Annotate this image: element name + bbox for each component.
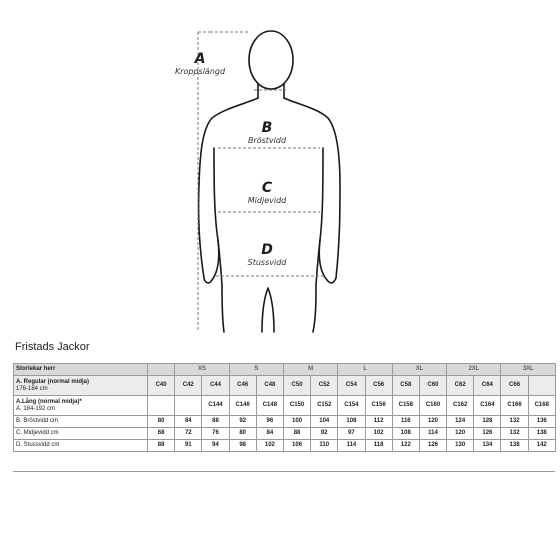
measure-letter-d: D xyxy=(261,242,273,258)
size-header-row xyxy=(14,364,556,376)
table-cell: 68 xyxy=(148,428,175,440)
table-cell: C62 xyxy=(447,376,474,396)
table-row-waist xyxy=(14,428,556,440)
table-cell: C158 xyxy=(392,396,419,416)
table-cell: 88 xyxy=(202,416,229,428)
row-label-long xyxy=(14,396,148,416)
table-cell: C60 xyxy=(419,376,446,396)
size-group-xs: XS xyxy=(175,364,229,376)
measure-letter-c: C xyxy=(261,180,273,196)
table-bottom-divider xyxy=(13,471,555,472)
table-cell: C152 xyxy=(311,396,338,416)
table-cell: 128 xyxy=(474,416,501,428)
size-group-m: M xyxy=(283,364,337,376)
row-label-regular-title: A. Regular (normal midja) xyxy=(16,378,90,385)
size-group-xl: XL xyxy=(392,364,446,376)
table-cell: 96 xyxy=(256,416,283,428)
table-cell: 97 xyxy=(338,428,365,440)
measure-label-c xyxy=(222,181,312,206)
table-cell: 92 xyxy=(311,428,338,440)
table-cell: C56 xyxy=(365,376,392,396)
table-cell: C66 xyxy=(501,376,528,396)
table-cell: 100 xyxy=(283,416,310,428)
table-cell: 130 xyxy=(447,440,474,452)
table-cell: 116 xyxy=(392,416,419,428)
table-cell: C166 xyxy=(501,396,528,416)
table-cell: 102 xyxy=(256,440,283,452)
table-cell: 80 xyxy=(229,428,256,440)
table-cell: C54 xyxy=(338,376,365,396)
measure-label-d xyxy=(222,243,312,268)
measure-name-b: Bröstvidd xyxy=(247,136,287,145)
table-cell: C164 xyxy=(474,396,501,416)
table-cell: 102 xyxy=(365,428,392,440)
row-label-long-title: A.Lång (normal midja)* xyxy=(16,398,82,405)
table-cell: C40 xyxy=(148,376,175,396)
table-cell: 88 xyxy=(283,428,310,440)
table-cell: 84 xyxy=(256,428,283,440)
table-cell: C162 xyxy=(447,396,474,416)
row-label-waist: C. Midjevidd cm xyxy=(14,428,148,440)
table-cell: 108 xyxy=(392,428,419,440)
row-label-hips: D. Stussvidd cm xyxy=(14,440,148,452)
table-cell: 112 xyxy=(365,416,392,428)
measure-name-c: Midjevidd xyxy=(247,196,287,205)
table-cell: 91 xyxy=(175,440,202,452)
table-cell xyxy=(528,376,555,396)
table-cell: 88 xyxy=(148,440,175,452)
table-row-long xyxy=(14,396,556,416)
table-cell: 124 xyxy=(447,416,474,428)
table-cell: C64 xyxy=(474,376,501,396)
size-group-2xl: 2XL xyxy=(447,364,501,376)
table-cell: 134 xyxy=(474,440,501,452)
table-cell: 132 xyxy=(501,416,528,428)
row-label-long-sub: A. 184-192 cm xyxy=(16,405,56,412)
table-cell: 126 xyxy=(474,428,501,440)
table-cell: 114 xyxy=(338,440,365,452)
table-cell: C52 xyxy=(311,376,338,396)
table-cell: C46 xyxy=(229,376,256,396)
table-cell: C58 xyxy=(392,376,419,396)
table-cell: C42 xyxy=(175,376,202,396)
table-cell: C146 xyxy=(229,396,256,416)
table-cell: 122 xyxy=(392,440,419,452)
size-group-blank xyxy=(148,364,175,376)
table-cell: C48 xyxy=(256,376,283,396)
table-cell: 120 xyxy=(447,428,474,440)
row-label-chest: B. Bröstvidd cm xyxy=(14,416,148,428)
table-cell: 106 xyxy=(283,440,310,452)
table-cell: C154 xyxy=(338,396,365,416)
table-cell: 138 xyxy=(501,440,528,452)
measure-letter-a: A xyxy=(194,51,206,67)
table-cell: C156 xyxy=(365,396,392,416)
page-title: Fristads Jackor xyxy=(15,341,90,353)
table-cell: 92 xyxy=(229,416,256,428)
table-cell: 84 xyxy=(175,416,202,428)
table-cell: 126 xyxy=(419,440,446,452)
table-header-label: Storlekar herr xyxy=(14,364,148,376)
table-cell: 98 xyxy=(229,440,256,452)
table-cell: C160 xyxy=(419,396,446,416)
table-cell: 76 xyxy=(202,428,229,440)
row-label-regular xyxy=(14,376,148,396)
table-cell: 94 xyxy=(202,440,229,452)
measure-label-b xyxy=(222,121,312,146)
measure-label-a xyxy=(155,52,245,77)
table-cell: 120 xyxy=(419,416,446,428)
table-cell xyxy=(175,396,202,416)
table-cell: C44 xyxy=(202,376,229,396)
table-cell: C150 xyxy=(283,396,310,416)
size-table xyxy=(13,363,556,452)
size-group-s: S xyxy=(229,364,283,376)
table-row-hips xyxy=(14,440,556,452)
table-cell: C168 xyxy=(528,396,555,416)
size-group-3xl: 3XL xyxy=(501,364,555,376)
measure-name-d: Stussvidd xyxy=(247,258,287,267)
measure-name-a: Kroppslängd xyxy=(174,67,226,76)
table-cell: 110 xyxy=(311,440,338,452)
table-cell: C50 xyxy=(283,376,310,396)
table-row-chest xyxy=(14,416,556,428)
table-cell: 142 xyxy=(528,440,555,452)
size-group-l: L xyxy=(338,364,392,376)
table-cell: 80 xyxy=(148,416,175,428)
table-cell: 136 xyxy=(528,416,555,428)
table-cell xyxy=(148,396,175,416)
measure-letter-b: B xyxy=(261,120,273,136)
table-cell: 132 xyxy=(501,428,528,440)
table-cell: 118 xyxy=(365,440,392,452)
table-cell: 108 xyxy=(338,416,365,428)
table-cell: 72 xyxy=(175,428,202,440)
table-row-regular xyxy=(14,376,556,396)
table-cell: 104 xyxy=(311,416,338,428)
table-cell: 114 xyxy=(419,428,446,440)
row-label-regular-sub: 176-184 cm xyxy=(16,385,48,392)
table-cell: C144 xyxy=(202,396,229,416)
table-cell: 138 xyxy=(528,428,555,440)
table-cell: C148 xyxy=(256,396,283,416)
